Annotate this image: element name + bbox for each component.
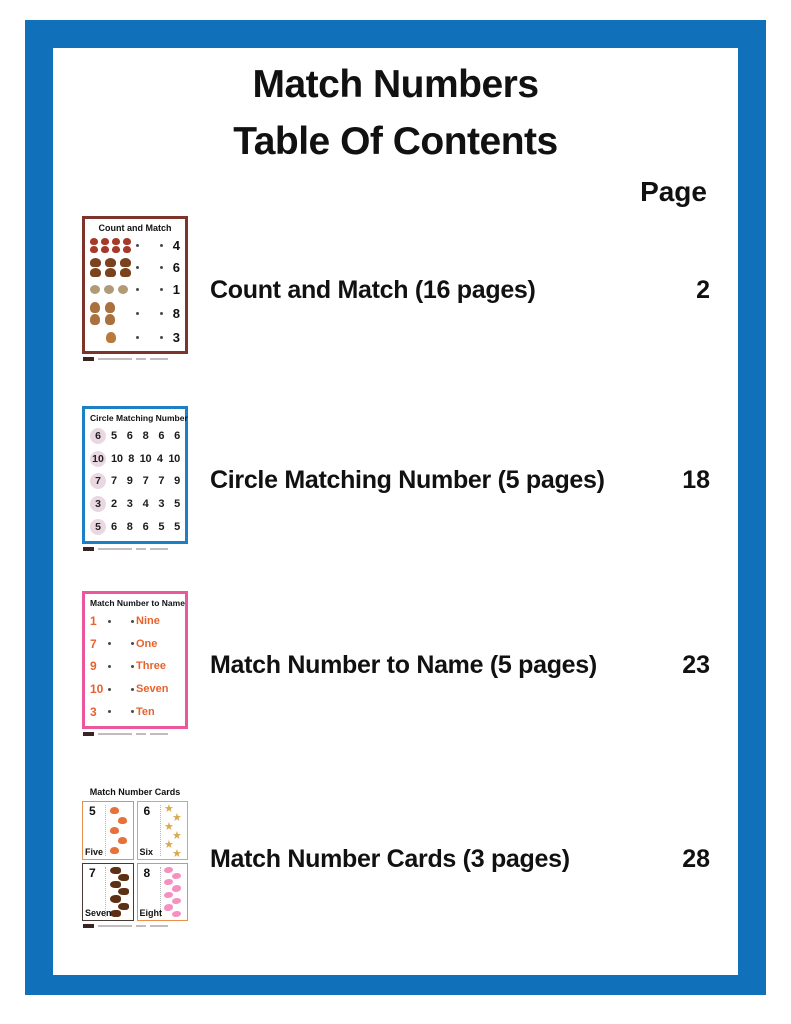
bird-icon bbox=[101, 238, 109, 245]
thumbnail-circle-matching-number bbox=[82, 406, 188, 551]
match-dot bbox=[136, 266, 139, 269]
option-number: 10 bbox=[111, 452, 123, 465]
match-dot bbox=[108, 642, 111, 645]
option-number: 4 bbox=[142, 498, 149, 511]
option-number: 6 bbox=[126, 430, 133, 443]
hedgehog-icon bbox=[118, 874, 129, 881]
option-numbers bbox=[111, 498, 180, 510]
monkey-icon bbox=[90, 302, 100, 313]
count-match-row bbox=[90, 238, 180, 253]
card-number: 6 bbox=[143, 804, 151, 818]
match-number: 6 bbox=[172, 259, 180, 275]
option-numbers bbox=[111, 521, 180, 533]
match-dot bbox=[136, 288, 139, 291]
match-dot bbox=[131, 642, 134, 645]
page-title bbox=[0, 56, 791, 170]
toc-entry-label: Count and Match (16 pages) bbox=[210, 275, 536, 304]
fish-icon bbox=[164, 904, 173, 910]
match-number: 1 bbox=[172, 281, 180, 297]
target-number-circle: 5 bbox=[90, 519, 106, 535]
star-icon bbox=[172, 850, 182, 859]
monkey-icon bbox=[106, 332, 116, 343]
toc-entry-page: 23 bbox=[682, 650, 710, 679]
number-name-row bbox=[90, 614, 180, 628]
card-number: 5 bbox=[89, 804, 96, 818]
card-word: Six bbox=[139, 846, 154, 857]
target-number-circle: 3 bbox=[90, 496, 106, 512]
owl-icon bbox=[104, 285, 114, 294]
option-number: 6 bbox=[142, 520, 149, 533]
option-number: 10 bbox=[139, 452, 152, 465]
circle-number-row bbox=[90, 473, 180, 489]
owl-group bbox=[90, 285, 136, 294]
fish-group bbox=[164, 867, 184, 918]
toc-entry-page: 2 bbox=[696, 275, 710, 304]
turkey-icon bbox=[105, 268, 116, 277]
fish-icon bbox=[164, 867, 173, 873]
option-number: 10 bbox=[168, 452, 180, 465]
match-dot bbox=[136, 244, 139, 247]
thumbnail-count-and-match bbox=[82, 216, 188, 361]
toc-entry-match-number-cards bbox=[53, 785, 737, 933]
turkey-icon bbox=[120, 268, 131, 277]
match-name: Seven bbox=[136, 683, 169, 696]
option-number: 8 bbox=[128, 452, 135, 465]
toc-entry-page: 28 bbox=[682, 844, 710, 873]
thumbnail-footer bbox=[82, 731, 188, 736]
match-name: One bbox=[136, 637, 158, 650]
page-column-header: Page bbox=[640, 176, 707, 207]
page-title-line1: Match Numbers bbox=[252, 63, 539, 106]
circle-matching-number-worksheet-thumbnail bbox=[82, 406, 188, 544]
match-number: 1 bbox=[90, 614, 97, 629]
star-group bbox=[164, 805, 184, 856]
match-number: 4 bbox=[172, 237, 180, 253]
toc-entry-label: Match Number Cards (3 pages) bbox=[210, 844, 570, 873]
bird-icon bbox=[112, 246, 120, 253]
number-card-seven bbox=[82, 863, 134, 922]
number-card-six bbox=[137, 801, 189, 860]
option-number: 7 bbox=[158, 475, 165, 488]
turkey-icon bbox=[90, 258, 101, 267]
crab-group bbox=[110, 805, 130, 856]
thumbnail-title: Count and Match bbox=[98, 223, 172, 233]
turkey-icon bbox=[120, 258, 131, 267]
turkey-group bbox=[90, 258, 136, 277]
thumbnail-match-number-cards bbox=[82, 785, 188, 928]
option-number: 8 bbox=[126, 520, 133, 533]
number-name-row bbox=[90, 637, 180, 651]
option-number: 5 bbox=[111, 430, 117, 443]
match-name: Ten bbox=[136, 705, 155, 718]
match-dot bbox=[108, 688, 111, 691]
monkey-icon bbox=[105, 314, 115, 325]
hedgehog-icon bbox=[110, 881, 121, 888]
option-number: 3 bbox=[158, 498, 165, 511]
monkey-group bbox=[90, 332, 136, 343]
crab-icon bbox=[118, 817, 127, 824]
count-match-row bbox=[90, 258, 180, 277]
match-number: 3 bbox=[172, 330, 180, 346]
crab-icon bbox=[118, 837, 127, 844]
thumbnail-match-number-to-name bbox=[82, 591, 188, 736]
option-numbers bbox=[111, 453, 180, 465]
option-number: 4 bbox=[156, 452, 163, 465]
match-dot bbox=[136, 336, 139, 339]
thumbnail-title: Match Number to Name bbox=[90, 598, 185, 608]
thumbnail-footer bbox=[82, 356, 188, 361]
fish-icon bbox=[164, 892, 173, 898]
card-divider bbox=[105, 805, 106, 856]
number-name-row bbox=[90, 682, 180, 696]
match-dot bbox=[160, 266, 163, 269]
hedgehog-icon bbox=[110, 895, 121, 902]
footer-logo bbox=[83, 357, 94, 361]
toc-entry-count-and-match bbox=[53, 216, 737, 364]
count-match-row bbox=[90, 282, 180, 297]
hedgehog-icon bbox=[118, 888, 129, 895]
option-number: 6 bbox=[111, 520, 117, 533]
target-number-circle: 10 bbox=[90, 451, 106, 467]
match-dot bbox=[108, 620, 111, 623]
toc-entry-label: Match Number to Name (5 pages) bbox=[210, 650, 597, 679]
footer-logo bbox=[83, 547, 94, 551]
card-divider bbox=[160, 805, 161, 856]
match-number-to-name-worksheet-thumbnail bbox=[82, 591, 188, 729]
option-number: 5 bbox=[158, 520, 165, 533]
turkey-icon bbox=[90, 268, 101, 277]
match-name: Three bbox=[136, 660, 166, 673]
number-card-eight bbox=[137, 863, 189, 922]
fish-icon bbox=[172, 898, 181, 904]
match-dot bbox=[160, 336, 163, 339]
target-number-circle: 6 bbox=[90, 428, 106, 444]
match-dot bbox=[108, 665, 111, 668]
option-number: 6 bbox=[174, 430, 180, 443]
bird-icon bbox=[123, 246, 131, 253]
option-number: 5 bbox=[174, 498, 180, 511]
match-dot bbox=[160, 244, 163, 247]
fish-icon bbox=[172, 911, 181, 917]
option-number: 3 bbox=[126, 498, 133, 511]
page-title-line2: Table Of Contents bbox=[233, 120, 558, 163]
number-name-row bbox=[90, 659, 180, 673]
match-number: 8 bbox=[172, 306, 180, 322]
option-number: 7 bbox=[111, 475, 117, 488]
option-number: 6 bbox=[158, 430, 165, 443]
option-number: 7 bbox=[142, 475, 149, 488]
bird-group bbox=[90, 238, 136, 253]
card-number: 8 bbox=[143, 865, 151, 880]
bird-icon bbox=[112, 238, 120, 245]
toc-entry-label: Circle Matching Number (5 pages) bbox=[210, 465, 605, 494]
owl-icon bbox=[90, 285, 100, 294]
option-number: 9 bbox=[174, 475, 180, 488]
option-numbers bbox=[111, 430, 180, 442]
card-word: Eight bbox=[139, 908, 162, 918]
match-dot bbox=[160, 288, 163, 291]
card-word: Seven bbox=[85, 908, 112, 918]
match-number: 7 bbox=[90, 636, 97, 651]
bird-icon bbox=[90, 238, 98, 245]
circle-number-row bbox=[90, 428, 180, 444]
match-number: 9 bbox=[90, 659, 97, 674]
owl-icon bbox=[118, 285, 128, 294]
hedgehog-group bbox=[110, 867, 130, 918]
card-word: Five bbox=[85, 846, 104, 857]
footer-logo bbox=[83, 732, 94, 736]
bird-icon bbox=[90, 246, 98, 253]
match-number-cards-worksheet-thumbnail bbox=[82, 785, 188, 921]
monkey-group bbox=[90, 302, 136, 325]
hedgehog-icon bbox=[110, 867, 121, 874]
bird-icon bbox=[123, 238, 131, 245]
circle-number-row bbox=[90, 519, 180, 535]
option-numbers bbox=[111, 475, 180, 487]
number-card-five bbox=[82, 801, 134, 860]
fish-icon bbox=[164, 879, 173, 885]
crab-icon bbox=[110, 847, 119, 854]
crab-icon bbox=[110, 827, 119, 834]
match-dot bbox=[131, 665, 134, 668]
hedgehog-icon bbox=[118, 903, 129, 910]
bird-icon bbox=[101, 246, 109, 253]
match-dot bbox=[136, 312, 139, 315]
circle-number-row bbox=[90, 451, 180, 467]
count-match-row bbox=[90, 302, 180, 325]
thumbnail-footer bbox=[82, 923, 188, 928]
count-match-row bbox=[90, 330, 180, 345]
footer-logo bbox=[83, 924, 94, 928]
option-number: 8 bbox=[142, 430, 149, 443]
match-name: Nine bbox=[136, 615, 160, 628]
toc-entry-circle-matching-number bbox=[53, 406, 737, 554]
count-and-match-worksheet-thumbnail bbox=[82, 216, 188, 354]
fish-icon bbox=[172, 873, 181, 879]
circle-number-row bbox=[90, 496, 180, 512]
match-dot bbox=[131, 688, 134, 691]
toc-entry-match-number-to-name bbox=[53, 591, 737, 739]
toc-entry-page: 18 bbox=[682, 465, 710, 494]
card-number: 7 bbox=[89, 865, 96, 880]
match-dot bbox=[131, 710, 134, 713]
match-number: 10 bbox=[90, 682, 104, 697]
option-number: 2 bbox=[111, 498, 117, 511]
match-number: 3 bbox=[90, 704, 97, 719]
monkey-icon bbox=[90, 314, 100, 325]
turkey-icon bbox=[105, 258, 116, 267]
thumbnail-footer bbox=[82, 546, 188, 551]
option-number: 9 bbox=[126, 475, 133, 488]
thumbnail-title: Circle Matching Number bbox=[90, 413, 188, 423]
match-dot bbox=[131, 620, 134, 623]
fish-icon bbox=[172, 885, 181, 891]
thumbnail-title: Match Number Cards bbox=[89, 787, 181, 797]
match-dot bbox=[108, 710, 111, 713]
match-dot bbox=[160, 312, 163, 315]
target-number-circle: 7 bbox=[90, 473, 106, 489]
crab-icon bbox=[110, 807, 119, 814]
number-name-row bbox=[90, 705, 180, 719]
monkey-icon bbox=[105, 302, 115, 313]
option-number: 5 bbox=[174, 520, 180, 533]
